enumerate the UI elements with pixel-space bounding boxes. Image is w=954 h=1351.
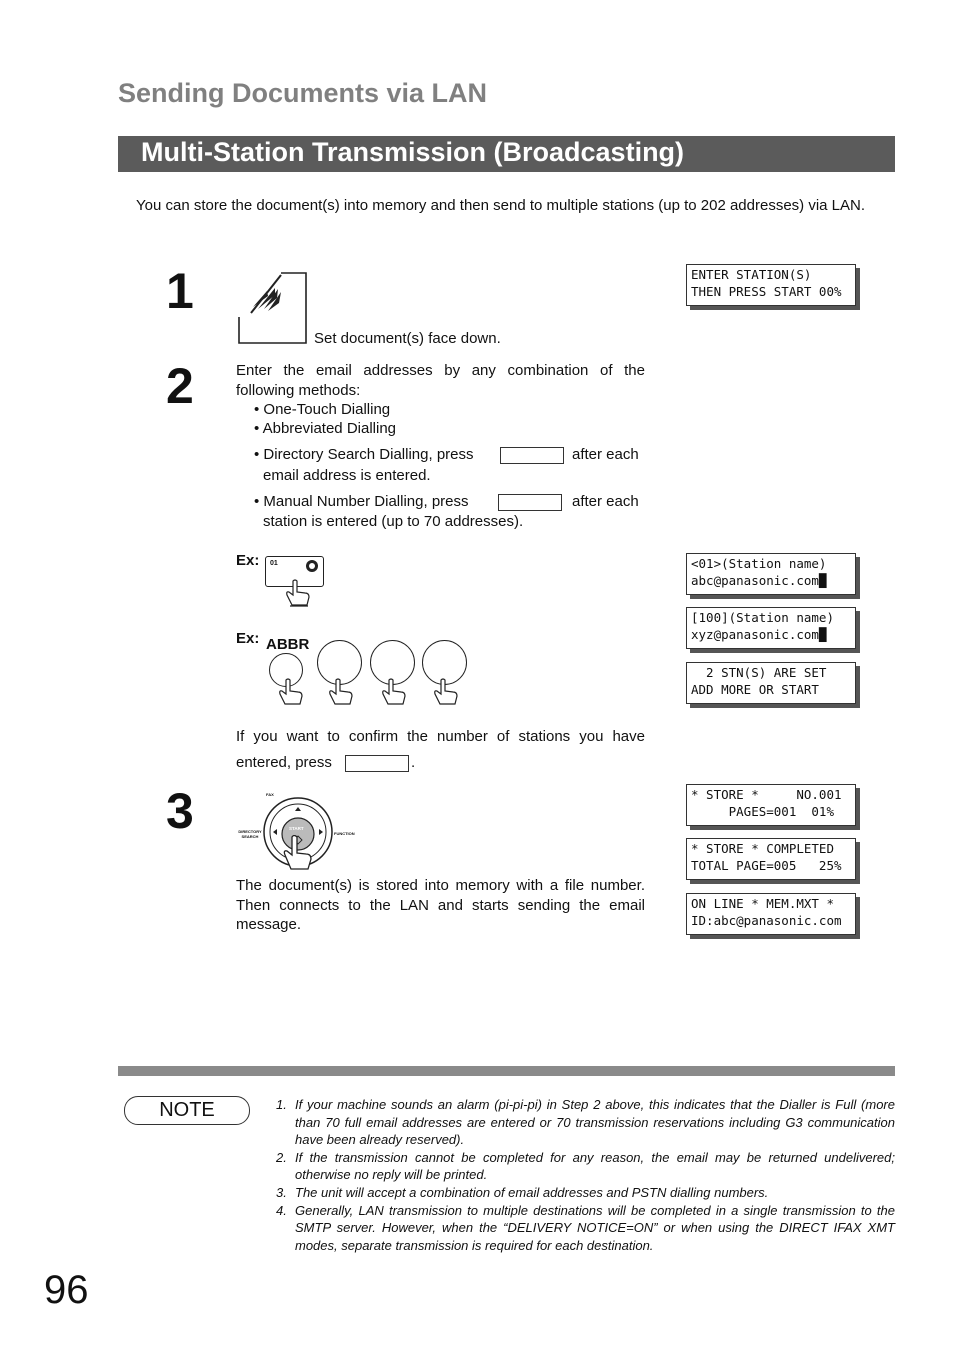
section-title: Sending Documents via LAN xyxy=(118,78,488,108)
step-1-text: Set document(s) face down. xyxy=(314,330,501,347)
note-item-text: The unit will accept a combination of email addresses and PSTN dialling numbers. xyxy=(295,1184,769,1200)
lcd-display xyxy=(686,838,856,880)
note-item-text: If the transmission cannot be completed for any reason, the email may be returned undelivered; otherwise no reply will be printed. xyxy=(295,1149,895,1183)
panel-label-function: FUNCTION xyxy=(334,831,355,836)
page-number: 96 xyxy=(44,1268,89,1312)
note-item-number: 4. xyxy=(276,1202,287,1218)
note-item xyxy=(276,1184,895,1202)
confirm-text-line1: If you want to confirm the number of stations you have xyxy=(236,728,645,745)
confirm-key[interactable] xyxy=(345,755,409,772)
intro-text: You can store the document(s) into memory and then send to multiple stations (up to 202 addresses) via LAN. xyxy=(136,197,866,214)
lcd-line: TOTAL PAGE=005 25% xyxy=(691,858,842,873)
start-key-label: START xyxy=(289,826,304,831)
lcd-display xyxy=(686,553,856,595)
bullet-abbreviated: • Abbreviated Dialling xyxy=(254,420,397,437)
lcd-line: * STORE * NO.001 xyxy=(691,787,842,802)
finger-press-icon xyxy=(280,835,316,875)
example-label: Ex: xyxy=(236,552,260,569)
lcd-display xyxy=(686,893,856,935)
bullet-directory: • Directory Search Dialling, press xyxy=(254,446,474,463)
page-title: Multi-Station Transmission (Broadcasting) xyxy=(141,137,685,167)
bullet-one-touch: • One-Touch Dialling xyxy=(254,401,391,418)
bullet-manual-after: after each xyxy=(572,493,639,510)
lcd-line: ON LINE * MEM.MXT * xyxy=(691,896,834,911)
step-2-text: Enter the email addresses by any combination of the following methods: xyxy=(236,362,645,399)
directory-search-key[interactable] xyxy=(500,447,564,464)
bullet-manual-line2: station is entered (up to 70 addresses). xyxy=(263,513,524,530)
note-item-text: If your machine sounds an alarm (pi-pi-pi) in Step 2 above, this indicates that the Dialler is Full (more than 70 full email addresses are entered or 70 transmission reservations including G3 communication have been already reserved). xyxy=(295,1097,895,1148)
finger-press-icon xyxy=(431,678,461,708)
step-3-text: The document(s) is stored into memory with a file number. Then connects to the LAN and starts sending the email message. xyxy=(236,877,645,933)
finger-press-icon xyxy=(276,678,306,708)
finger-press-icon xyxy=(326,678,356,708)
bullet-directory-after: after each xyxy=(572,446,639,463)
one-touch-key-label: 01 xyxy=(270,560,278,567)
key-lamp-icon xyxy=(305,559,319,573)
note-list xyxy=(276,1096,895,1254)
note-label: NOTE xyxy=(124,1096,250,1125)
note-item xyxy=(276,1202,895,1255)
lcd-line: THEN PRESS START 00% xyxy=(691,284,842,299)
lcd-line: ID:abc@panasonic.com xyxy=(691,913,842,928)
step-2-number: 2 xyxy=(166,358,194,414)
abbr-label: ABBR xyxy=(266,636,310,653)
lcd-line: ENTER STATION(S) xyxy=(691,267,812,282)
lcd-display xyxy=(686,607,856,649)
bullet-directory-line2: email address is entered. xyxy=(263,467,431,484)
note-divider xyxy=(118,1066,895,1076)
note-item xyxy=(276,1149,895,1184)
lcd-line: 2 STN(S) ARE SET xyxy=(691,665,827,680)
bullet-manual: • Manual Number Dialling, press xyxy=(254,493,469,510)
note-item-number: 3. xyxy=(276,1184,287,1200)
lcd-display xyxy=(686,784,856,826)
lcd-line: abc@panasonic.com█ xyxy=(691,573,827,588)
note-item-number: 2. xyxy=(276,1149,287,1165)
panel-label-directory: DIRECTORY SEARCH xyxy=(238,829,262,839)
note-item-text: Generally, LAN transmission to multiple destinations will be completed in a single transmission to the SMTP server. However, when the “DELIVERY NOTICE=ON” or when using the DIRECT IFAX XMT modes, separate transmission is required for each destination. xyxy=(295,1202,895,1253)
panel-label-fax: FAX xyxy=(266,792,274,797)
finger-press-icon xyxy=(283,579,313,609)
step-1-number: 1 xyxy=(166,263,194,319)
lcd-line: ADD MORE OR START xyxy=(691,682,819,697)
lcd-display xyxy=(686,662,856,704)
manual-dial-key[interactable] xyxy=(498,494,562,511)
example-label: Ex: xyxy=(236,630,260,647)
finger-press-icon xyxy=(379,678,409,708)
note-item-number: 1. xyxy=(276,1097,287,1112)
document-face-down-icon xyxy=(237,271,309,345)
confirm-text-line2: entered, press xyxy=(236,754,332,771)
lcd-line: * STORE * COMPLETED xyxy=(691,841,834,856)
step-3-number: 3 xyxy=(166,783,194,839)
lcd-line: [100](Station name) xyxy=(691,610,834,625)
control-panel-diagram xyxy=(236,791,360,875)
lcd-line: PAGES=001 01% xyxy=(691,804,834,819)
lcd-line: <01>(Station name) xyxy=(691,556,827,571)
lcd-display xyxy=(686,264,856,306)
confirm-text-period: . xyxy=(411,754,416,771)
note-item xyxy=(276,1096,895,1149)
lcd-line: xyz@panasonic.com█ xyxy=(691,627,827,642)
